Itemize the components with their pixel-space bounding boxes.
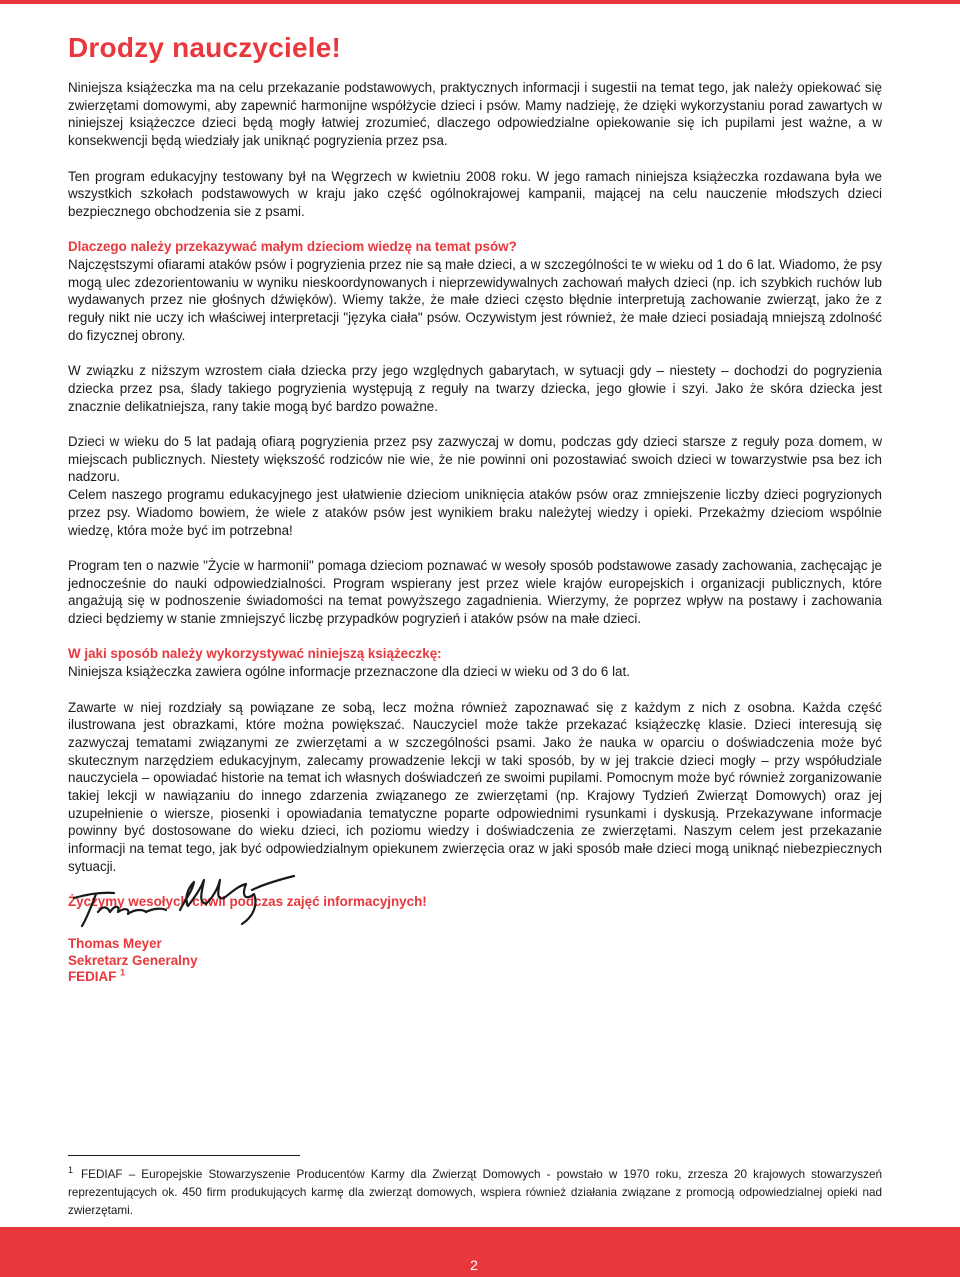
usage-paragraph: Zawarte w niej rozdziały są powiązane ze sobą, lecz można również zapoznawać się z każdym z nich z osobna. Każda część ilustrowana jest obrazkami, które można powiększać. Nauczyciel może także przekazać książeczkę klasie. Dzieci interesują się zazwyczaj tematami związanymi ze zwierzętami a w szczególności psami. Jako że nauka w oparciu o doświadczenia może być skutecznym narzędziem edukacyjnym, zalecamy prowadzenie lekcji w taki sposób, by w jej trakcie dzieci mogły – przy współudziale nauczyciela – opowiadać historie na temat ich własnych doświadczeń ze swoimi pupilami. Pomocnym może być również zorganizowanie takiej lekcji w nawiązaniu do innego zdarzenia związanego ze zwierzętami (np. Krajowy Tydzień Zwierząt Domowych) oraz jej uzupełnienie o wiersze, piosenki i opowiadania tematyczne poparte odpowiednimi rysunkami i dyskusją. Przekazywane informacje powinny być dostosowane do wieku dzieci, ich poziomu wiedzy i doświadczenia ze zwierzętami. Naszym celem jest przekazanie informacji na temat tego, jak być odpowiedzialnym opiekunem zwierzęcia oraz w jaki sposób małe dzieci mogą uniknąć niebezpiecznych sytuacji. (68, 699, 882, 874)
signatory-org-line (68, 969, 198, 986)
page-title: Drodzy nauczyciele! (68, 32, 341, 63)
section-heading-how: W jaki sposób należy wykorzystywać niniejszą książeczkę: (68, 646, 442, 662)
victims-paragraph: Najczęstszymi ofiarami ataków psów i pogryzienia przez nie są małe dzieci, a w szczególności te w wieku od 1 do 6 lat. Wiadomo, że psy mogą ulec zdezorientowaniu w wyniku nieskoordynowanych i nieprzewidywalnych zachowań małych dzieci (np. ich szybkich ruchów lub wydawanych przez nie głośnych dźwięków). Wiemy także, że małe dzieci często błędnie interpretują zachowanie zwierząt, jako że z reguły nikt nie uczy ich właściwej interpretacji "języka ciała" psów. Oczywistym jest również, że małe dzieci posiadają mniejszą zdolność do fizycznej obrony. (68, 257, 882, 343)
injuries-paragraph: W związku z niższym wzrostem ciała dziecka przy jego względnych gabarytach, w sytuacji gdy – niestety – dochodzi do pogryzienia dziecka przez psa, ślady takiego pogryzienia występują z reguły na twarzy dziecka, jego głowie i szyi. Jako że skóra dziecka jest znacznie delikatniejsza, rany takie mogą być bardzo poważne. (68, 363, 882, 414)
program-paragraph: Program ten o nazwie "Życie w harmonii" pomaga dzieciom poznawać w wesoły sposób podstawowe zasady zachowania, zachęcając je jednocześnie do nauki odpowiedzialności. Program wspierany jest przez wiele krajów europejskich i organizacji publicznych, które angażują się w podnoszenie świadomości na temat powyższego zagadnienia. Wierzymy, że poprzez wpływ na postawy i zachowania dzieci będziemy w stanie zmniejszyć liczbę przypadków pogryzień i ataków psów na małe dzieci. (68, 557, 882, 627)
intro-paragraph: Niniejsza książeczka ma na celu przekazanie podstawowych, praktycznych informacji i sugestii na temat tego, jak należy opiekować się zwierzętami domowymi, aby zapewnić harmonijne współżycie dzieci i psów. Mamy nadzieję, że dzięki wykorzystaniu porad zawartych w niniejszej książeczce dzieci będą mogły łatwiej zrozumieć, dlaczego odpowiedzialne opiekowanie się ich pupilami jest ważne, a w konsekwencji będą wiedziały jak uniknąć pogryzienia przez psa. (68, 80, 882, 149)
signature-block (68, 936, 198, 986)
signatory-role: Sekretarz Generalny (68, 952, 198, 968)
closing-wish: Życzymy wesołych chwil podczas zajęć informacyjnych! (68, 894, 427, 910)
testing-paragraph: Ten program edukacyjny testowany był na Węgrzech w kwietniu 2008 roku. W jego ramach niniejsza książeczka rozdawana była we wszystkich szkołach podstawowych w kraju jako część ogólnokrajowej kampanii, mającej na celu nauczenie młodszych dzieci bezpiecznego obchodzenia sie z psami. (68, 168, 882, 219)
signatory-org: FEDIAF (68, 969, 117, 984)
top-accent-bar (0, 0, 960, 4)
handwritten-signature (68, 868, 298, 930)
page-number: 2 (470, 1257, 478, 1273)
footnote (68, 1166, 882, 1220)
footnote-text: FEDIAF – Europejskie Stowarzyszenie Producentów Karmy dla Zwierząt Domowych - powstało w 1970 roku, zrzesza 20 krajowych stowarzyszeń reprezentujących ok. 450 firm produkujących karmę dla zwierząt domowych, wspiera również działania związane z promocją odpowiedzialnej opieki nad zwierzętami. (68, 1168, 882, 1217)
goal-paragraph: Celem naszego programu edukacyjnego jest ułatwienie dzieciom uniknięcia ataków psów oraz zmniejszenie liczby dzieci pogryzionych przez psy. Wiadomo bowiem, że wiele z ataków psów jest wynikiem braku należytej wiedzy i opieki. Przekażmy dzieciom wspólnie wiedzę, która może być im potrzebna! (68, 487, 882, 538)
age-paragraph: Dzieci w wieku do 5 lat padają ofiarą pogryzienia przez psy zazwyczaj w domu, podczas gdy dzieci starsze z reguły poza domem, w miejscach publicznych. Niestety większość rodziców nie wie, że nie powinni oni pozostawiać swoich dzieci w towarzystwie psa bez ich nadzoru. (68, 434, 882, 485)
letter-body (68, 79, 882, 911)
section-heading-why: Dlaczego należy przekazywać małym dzieciom wiedzę na temat psów? (68, 239, 517, 255)
signatory-name: Thomas Meyer (68, 936, 162, 951)
footnote-mark: 1 (68, 1165, 74, 1176)
footnote-divider (68, 1155, 300, 1156)
footnote-reference: 1 (120, 967, 126, 978)
audience-paragraph: Niniejsza książeczka zawiera ogólne informacje przeznaczone dla dzieci w wieku od 3 do 6 lat. (68, 664, 630, 680)
